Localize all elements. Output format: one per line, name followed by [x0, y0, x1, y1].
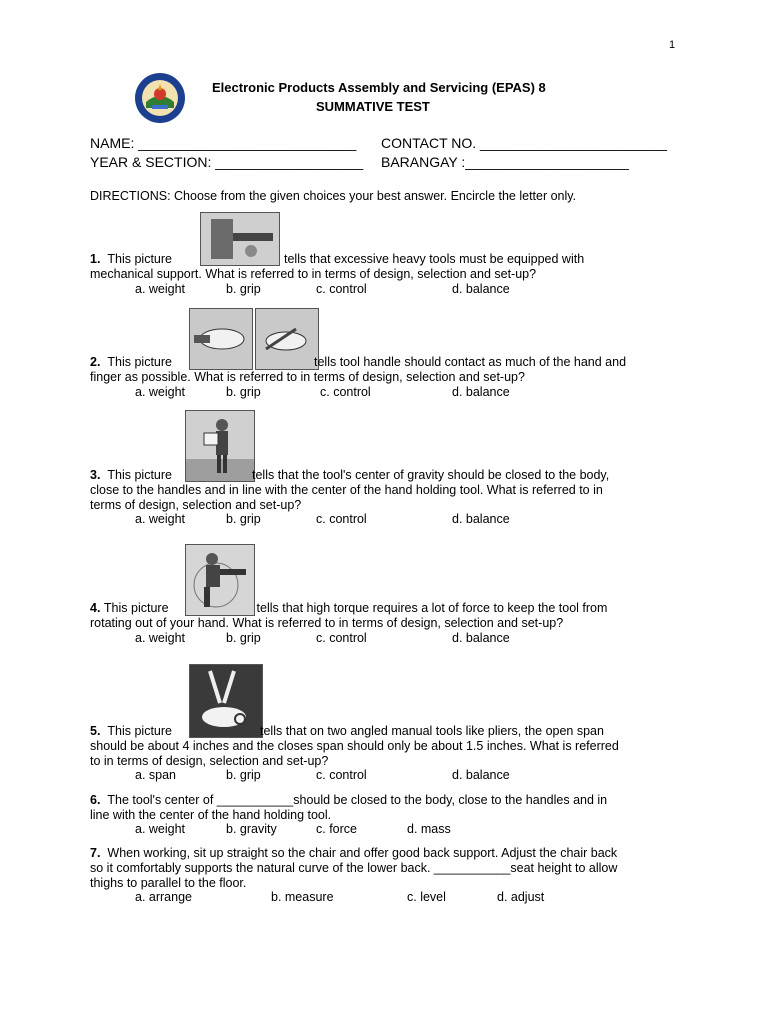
question-text: tells that on two angled manual tools like pliers, the open span	[260, 724, 604, 738]
question-1	[90, 252, 690, 282]
choice-c[interactable]: c. control	[316, 768, 367, 782]
choice-c[interactable]: c. control	[316, 631, 367, 645]
question-lead: This picture	[103, 601, 169, 615]
question-number: 1.	[90, 252, 101, 266]
choice-d[interactable]: d. balance	[452, 512, 510, 526]
deped-logo	[134, 72, 186, 124]
choice-a[interactable]: a. arrange	[135, 890, 192, 904]
choice-b[interactable]: b. measure	[271, 890, 334, 904]
question-text-line: line with the center of the hand holding tool.	[90, 808, 332, 822]
choice-d[interactable]: d. balance	[452, 282, 510, 296]
question-text-line: close to the handles and in line with the center of the hand holding tool. What is referred to in	[90, 483, 603, 497]
choice-d[interactable]: d. balance	[452, 385, 510, 399]
choice-c[interactable]: c. force	[316, 822, 357, 836]
question-number: 5.	[90, 724, 101, 738]
choice-c[interactable]: c. level	[407, 890, 446, 904]
question-3	[90, 468, 690, 513]
choice-a[interactable]: a. weight	[135, 631, 186, 645]
choice-a[interactable]: a. weight	[135, 822, 186, 836]
choice-b[interactable]: b. grip	[226, 282, 261, 296]
question-number: 3.	[90, 468, 101, 482]
choice-c[interactable]: c. control	[316, 282, 367, 296]
question-lead: This picture	[107, 724, 172, 738]
question-text-line: mechanical support. What is referred to in terms of design, selection and set-up?	[90, 267, 537, 281]
choice-b[interactable]: b. gravity	[226, 822, 277, 836]
question-text-line: so it comfortably supports the natural curve of the lower back. ___________seat height to allow	[90, 861, 618, 875]
name-field[interactable]: NAME: ____________________________	[90, 135, 357, 151]
question-text-line: rotating out of your hand. What is referred to in terms of design, selection and set-up?	[90, 616, 564, 630]
choice-d[interactable]: d. balance	[452, 631, 510, 645]
choice-b[interactable]: b. grip	[226, 631, 261, 645]
question-text: tells tool handle should contact as much of the hand and	[314, 355, 627, 369]
question-text-line: terms of design, selection and set-up?	[90, 498, 302, 512]
question-text: tells that high torque requires a lot of force to keep the tool from	[256, 601, 608, 615]
question-text: When working, sit up straight so the chair and offer good back support. Adjust the chair back	[107, 846, 618, 860]
barangay-field[interactable]: BARANGAY :_____________________	[381, 154, 629, 170]
question-number: 7.	[90, 846, 101, 860]
document-subtitle: SUMMATIVE TEST	[316, 99, 430, 114]
question-text-line: should be about 4 inches and the closes span should only be about 1.5 inches. What is referred	[90, 739, 619, 753]
question-text-line: finger as possible. What is referred to in terms of design, selection and set-up?	[90, 370, 525, 384]
choice-b[interactable]: b. grip	[226, 385, 261, 399]
choice-d[interactable]: d. mass	[407, 822, 451, 836]
question-text: The tool's center of ___________should be closed to the body, close to the handles and in	[107, 793, 608, 807]
question-text: tells that excessive heavy tools must be equipped with	[284, 252, 585, 266]
question-2	[90, 355, 690, 385]
question-lead: This picture	[107, 468, 172, 482]
contact-field[interactable]: CONTACT NO. ________________________	[381, 135, 667, 151]
choice-a[interactable]: a. span	[135, 768, 177, 782]
question-text: tells that the tool's center of gravity should be closed to the body,	[252, 468, 610, 482]
question-lead: This picture	[107, 252, 172, 266]
choice-a[interactable]: a. weight	[135, 282, 186, 296]
question-text-line: to in terms of design, selection and set-up?	[90, 754, 329, 768]
directions: DIRECTIONS: Choose from the given choices your best answer. Encircle the letter only.	[90, 189, 577, 203]
year-section-field[interactable]: YEAR & SECTION: ___________________	[90, 154, 364, 170]
choice-b[interactable]: b. grip	[226, 768, 261, 782]
question-6	[90, 793, 690, 823]
question-5	[90, 724, 690, 769]
choice-d[interactable]: d. adjust	[497, 890, 545, 904]
choice-a[interactable]: a. weight	[135, 512, 186, 526]
choice-c[interactable]: c. control	[316, 512, 367, 526]
question-number: 4.	[90, 601, 101, 615]
choice-b[interactable]: b. grip	[226, 512, 261, 526]
question-number: 2.	[90, 355, 101, 369]
page-number: 1	[669, 39, 676, 51]
question-text-line: thighs to parallel to the floor.	[90, 876, 247, 890]
choice-d[interactable]: d. balance	[452, 768, 510, 782]
document-title: Electronic Products Assembly and Servicing (EPAS) 8	[212, 80, 546, 95]
question-4	[90, 601, 690, 631]
choice-a[interactable]: a. weight	[135, 385, 186, 399]
choice-c[interactable]: c. control	[320, 385, 371, 399]
question-number: 6.	[90, 793, 101, 807]
question-lead: This picture	[107, 355, 172, 369]
question-7	[90, 846, 690, 891]
